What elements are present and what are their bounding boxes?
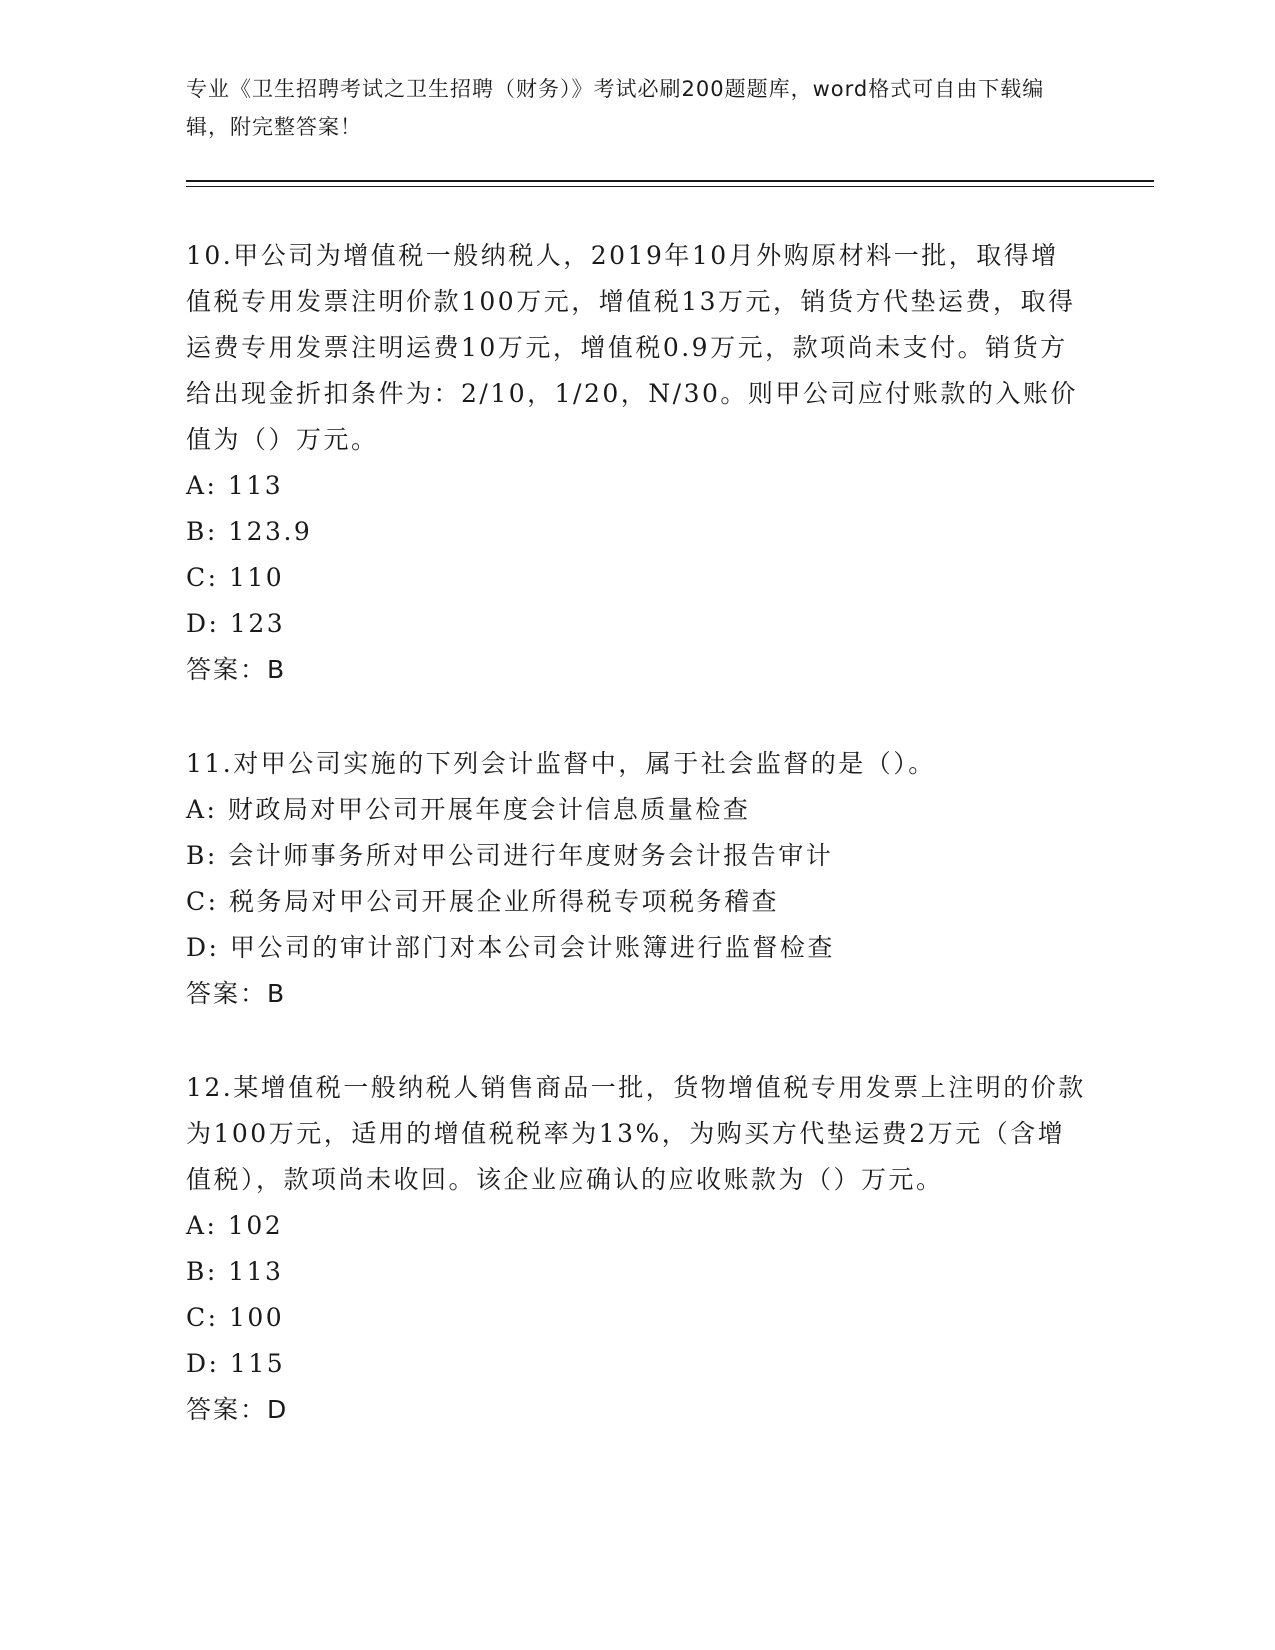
question-stem: 10.甲公司为增值税一般纳税人，2019年10月外购原材料一批，取得增值税专用发票注明价款100万元，增值税13万元，销货方代垫运费，取得运费专用发票注明运费10万元，增值税0.9万元，款项尚未支付。销货方给出现金折扣条件为：2/10，1/20，N/30。则甲公司应付账款的入账价值为（）万元。 <box>186 241 1078 454</box>
option-a: A: 113 <box>186 471 284 500</box>
option-c: C: 110 <box>186 563 285 592</box>
question-item <box>186 233 1086 693</box>
header-divider-thin <box>186 186 1154 187</box>
question-list <box>186 233 1086 1433</box>
option-d: D: 甲公司的审计部门对本公司会计账簿进行监督检查 <box>186 933 835 962</box>
option-a: A: 102 <box>186 1211 284 1240</box>
option-c: C: 税务局对甲公司开展企业所得税专项税务稽查 <box>186 887 779 916</box>
question-stem: 12.某增值税一般纳税人销售商品一批，货物增值税专用发票上注明的价款为100万元，适用的增值税税率为13%，为购买方代垫运费2万元（含增值税），款项尚未收回。该企业应确认的应收账款为（）万元。 <box>186 1073 1086 1194</box>
answer-line: 答案：D <box>186 1395 289 1424</box>
question-stem: 11.对甲公司实施的下列会计监督中，属于社会监督的是（）。 <box>186 749 936 778</box>
header-intro-text: 专业《卫生招聘考试之卫生招聘（财务）》考试必刷200题题库，word格式可自由下载编辑，附完整答案！ <box>186 77 1045 139</box>
option-a: A: 财政局对甲公司开展年度会计信息质量检查 <box>186 795 751 824</box>
option-c: C: 100 <box>186 1303 285 1332</box>
answer-line: 答案：B <box>186 655 287 684</box>
option-b: B: 123.9 <box>186 517 313 546</box>
question-item <box>186 1065 1086 1433</box>
question-item <box>186 741 1086 1017</box>
document-header <box>186 70 1086 146</box>
question-spacer <box>186 1017 1086 1065</box>
option-b: B: 会计师事务所对甲公司进行年度财务会计报告审计 <box>186 841 834 870</box>
option-b: B: 113 <box>186 1257 284 1286</box>
header-divider-thick <box>186 180 1154 182</box>
option-d: D: 115 <box>186 1349 286 1378</box>
answer-line: 答案：B <box>186 979 287 1008</box>
question-spacer <box>186 693 1086 741</box>
option-d: D: 123 <box>186 609 286 638</box>
